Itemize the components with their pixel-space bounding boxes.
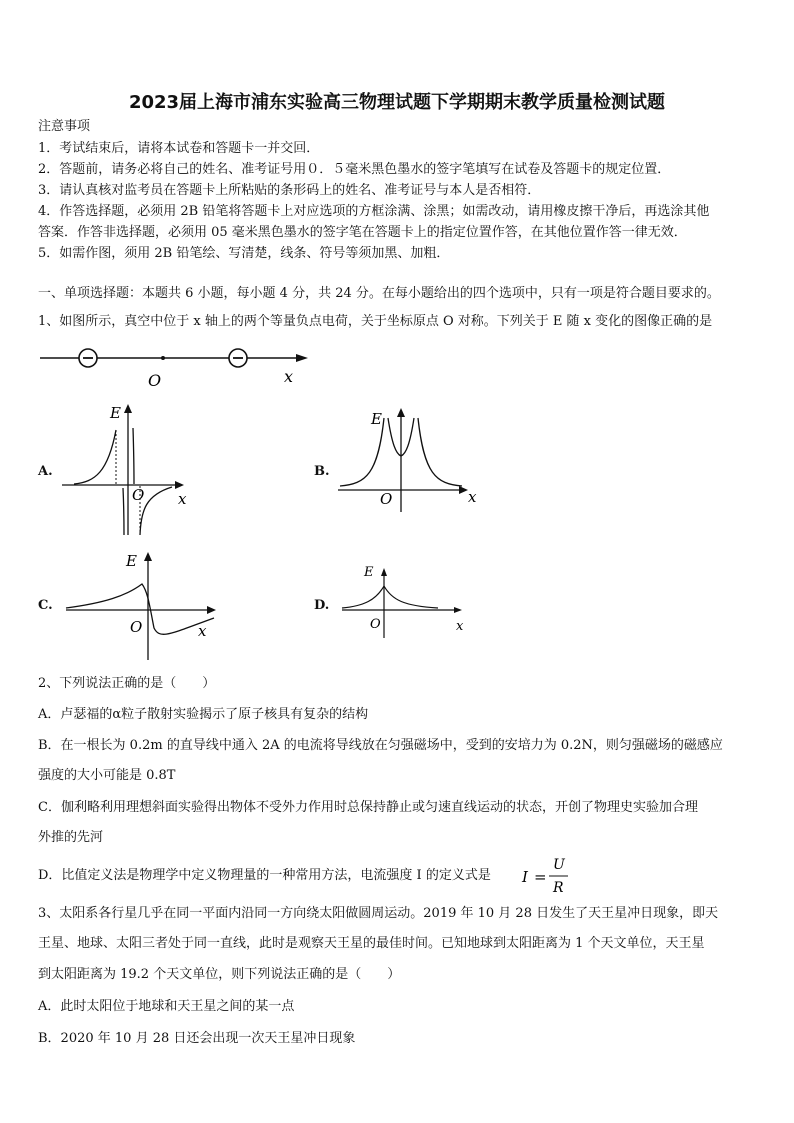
svg-text:R: R (553, 880, 564, 896)
option-b-graph (336, 404, 486, 514)
svg-text:x: x (198, 622, 207, 640)
current-definition-formula (520, 854, 570, 898)
svg-text:U: U (553, 857, 565, 873)
svg-text:E: E (126, 552, 137, 570)
page-title: 2023届上海市浦东实验高三物理试题下学期期末教学质量检测试题 (128, 92, 666, 113)
question-3-option-a[interactable]: A．此时太阳位于地球和天王星之间的某一点 (38, 999, 295, 1014)
question-2-option-d[interactable]: D．比值定义法是物理学中定义物理量的一种常用方法，电流强度 I 的定义式是 (38, 868, 491, 883)
svg-text:O: O (130, 618, 143, 636)
option-b-label[interactable]: B. (314, 464, 330, 479)
notice-item: 答案．作答非选择题，必须用 05 毫米黑色墨水的签字笔在答题卡上的指定位置作答，在其他位置作答一律无效． (38, 225, 687, 240)
svg-text:x: x (178, 490, 187, 508)
svg-text:I: I (522, 868, 528, 886)
svg-text:x: x (456, 619, 464, 634)
section-heading: 一、单项选择题：本题共 6 小题，每小题 4 分，共 24 分。在每小题给出的四个选项中，只有一项是符合题目要求的。 (38, 286, 720, 301)
question-3-option-b[interactable]: B．2020 年 10 月 28 日还会出现一次天王星冲日现象 (38, 1031, 356, 1046)
x-axis-label: x (284, 367, 294, 386)
notice-item: 4．作答选择题，必须用 2B 铅笔将答题卡上对应选项的方框涂满、涂黑；如需改动，请用橡皮擦干净后，再选涂其他 (38, 204, 710, 219)
svg-text:O: O (132, 486, 145, 504)
option-c-label[interactable]: C. (38, 598, 53, 613)
svg-text:E: E (110, 404, 121, 422)
svg-text:O: O (380, 490, 393, 508)
charge-axis-figure (38, 340, 318, 390)
notice-item: 3．请认真核对监考员在答题卡上所粘贴的条形码上的姓名、准考证号与本人是否相符． (38, 183, 541, 198)
option-d-graph (340, 560, 480, 640)
svg-text:=: = (534, 868, 547, 886)
question-2-stem: 2、下列说法正确的是（ ） (38, 676, 216, 691)
notice-item: 2．答题前，请务必将自己的姓名、准考证号用０．５毫米黑色墨水的签字笔填写在试卷及答题卡的规定位置． (38, 162, 671, 177)
question-2-option-b-cont: 强度的大小可能是 0.8T (38, 768, 176, 783)
notice-item: 1．考试结束后，请将本试卷和答题卡一并交回． (38, 141, 320, 156)
option-d-label[interactable]: D. (314, 598, 330, 613)
question-1-stem: 1、如图所示，真空中位于 x 轴上的两个等量负点电荷，关于坐标原点 O 对称。下列关于 E 随 x 变化的图像正确的是 (38, 314, 713, 329)
question-2-option-c-cont: 外推的先河 (38, 830, 104, 845)
question-2-option-a[interactable]: A．卢瑟福的α粒子散射实验揭示了原子核具有复杂的结构 (38, 707, 369, 722)
svg-text:x: x (468, 488, 477, 506)
notice-heading: 注意事项 (38, 119, 91, 134)
option-c-graph (64, 548, 234, 663)
question-3-stem-line: 王星、地球、太阳三者处于同一直线，此时是观察天王星的最佳时间。已知地球到太阳距离为 1 个天文单位，天王星 (38, 936, 705, 951)
question-3-stem-line: 到太阳距离为 19.2 个天文单位，则下列说法正确的是（ ） (38, 967, 401, 982)
origin-point (161, 356, 165, 360)
svg-text:O: O (370, 617, 381, 632)
notice-item: 5．如需作图，须用 2B 铅笔绘、写清楚，线条、符号等须加黑、加粗． (38, 246, 450, 261)
origin-label: O (148, 371, 162, 390)
question-2-option-c[interactable]: C．伽利略利用理想斜面实验得出物体不受外力作用时总保持静止或匀速直线运动的状态，开创了物理史实验加合理 (38, 800, 698, 815)
svg-text:E: E (371, 410, 382, 428)
option-a-graph (60, 400, 200, 540)
question-2-option-b[interactable]: B．在一根长为 0.2m 的直导线中通入 2A 的电流将导线放在匀强磁场中，受到的安培力为 0.2N，则匀强磁场的磁感应 (38, 738, 723, 753)
svg-text:E: E (364, 565, 374, 580)
question-3-stem-line: 3、太阳系各行星几乎在同一平面内沿同一方向绕太阳做圆周运动。2019 年 10 月 28 日发生了天王星冲日现象，即天 (38, 906, 719, 921)
option-a-label[interactable]: A. (38, 464, 53, 479)
